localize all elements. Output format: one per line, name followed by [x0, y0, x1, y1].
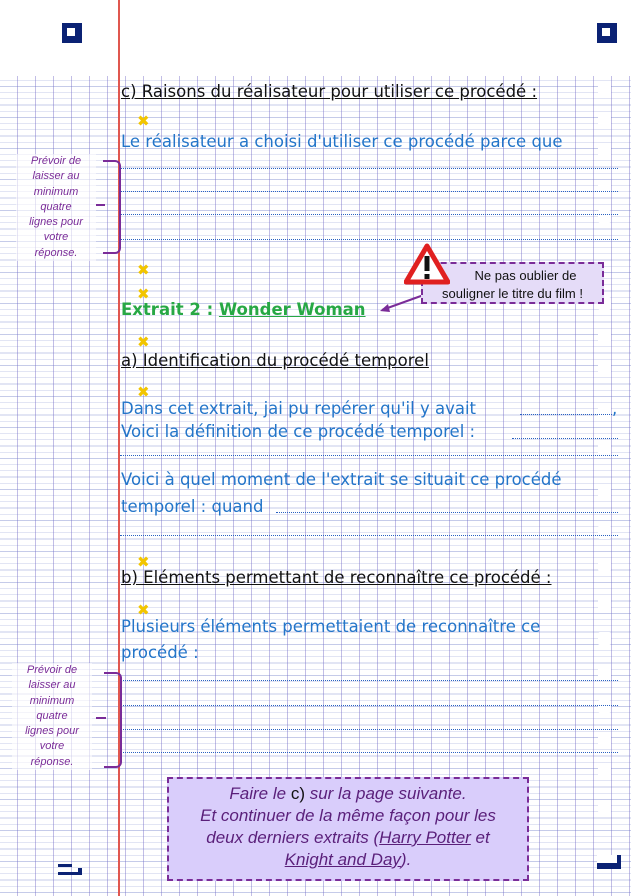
section-a-title: a) Identification du procédé temporel	[121, 351, 429, 370]
section-a-line-4: temporel : quand	[121, 497, 264, 516]
corner-mark-icon	[597, 23, 617, 43]
star-icon: ✖	[137, 333, 150, 351]
star-icon: ✖	[137, 383, 150, 401]
instruction-box	[167, 777, 529, 881]
star-icon: ✖	[137, 112, 150, 130]
answer-dotted-line	[120, 191, 618, 192]
section-b-title: b) Eléments permettant de reconnaître ce procédé :	[121, 568, 552, 587]
answer-dotted-line	[120, 214, 618, 215]
binder-hole	[598, 700, 611, 713]
page-header-band	[0, 0, 631, 76]
comma: ,	[612, 399, 618, 418]
answer-dotted-line	[120, 705, 618, 706]
binder-hole	[598, 114, 611, 127]
blank-dotted	[520, 414, 612, 415]
binder-hole	[598, 800, 611, 813]
section-c-answer: Le réalisateur a choisi d'utiliser ce procédé parce que	[121, 132, 563, 151]
section-a-line-1: Dans cet extrait, jai pu repérer qu'il y avait	[121, 399, 477, 418]
answer-dotted-line	[120, 535, 618, 536]
star-icon: ✖	[137, 285, 150, 303]
binder-hole	[598, 362, 611, 375]
brace-icon	[104, 672, 122, 768]
section-c-title: c) Raisons du réalisateur pour utiliser ce procédé :	[121, 82, 538, 101]
brace-tip	[96, 717, 106, 719]
star-icon: ✖	[137, 553, 150, 571]
margin-note: Prévoir de laisser au minimum quatre lignes pour votre réponse.	[16, 154, 96, 261]
binder-hole	[598, 733, 611, 746]
answer-dotted-line	[120, 455, 618, 456]
binder-hole	[598, 210, 611, 223]
binder-hole	[598, 558, 611, 571]
extract-2-film: Wonder Woman	[218, 300, 366, 319]
brace-tip	[96, 204, 105, 206]
answer-dotted-line	[120, 680, 618, 681]
extract-2-label: Extrait 2 :	[121, 300, 214, 319]
answer-dotted-line	[120, 239, 618, 240]
answer-dotted-line	[120, 752, 618, 753]
brace-icon	[103, 160, 121, 254]
extract-2-title	[121, 300, 366, 319]
binder-hole	[598, 765, 611, 778]
instruction-line-1: Faire le c) sur la page suivante.	[229, 784, 467, 803]
section-a-line-3: Voici à quel moment de l'extrait se situait ce procédé	[121, 470, 562, 489]
binder-hole	[598, 82, 611, 95]
blank-dotted	[512, 438, 618, 439]
instruction-line-3: deux derniers extraits (Harry Potter et	[206, 828, 490, 847]
binder-hole	[598, 526, 611, 539]
page-mark-icon	[58, 862, 84, 878]
margin-note: Prévoir de laisser au minimum quatre lignes pour votre réponse.	[12, 663, 92, 770]
answer-dotted-line	[120, 729, 618, 730]
binder-hole	[598, 488, 611, 501]
star-icon: ✖	[137, 601, 150, 619]
warning-triangle-icon	[404, 243, 450, 285]
binder-hole	[598, 146, 611, 159]
section-b-line-2: procédé :	[121, 643, 199, 662]
instruction-line-2: Et continuer de la même façon pour les	[200, 806, 496, 825]
answer-dotted-line	[120, 168, 618, 169]
section-a-line-2: Voici la définition de ce procédé temporel :	[121, 422, 476, 441]
callout-box: Ne pas oublier de souligner le titre du film !	[421, 262, 604, 304]
corner-mark-icon	[597, 855, 621, 869]
corner-mark-icon	[62, 23, 82, 43]
binder-hole	[598, 666, 611, 679]
blank-dotted	[276, 512, 618, 513]
binder-hole	[598, 405, 611, 418]
binder-hole	[598, 632, 611, 645]
section-b-line-1: Plusieurs éléments permettaient de reconnaître ce	[121, 617, 541, 636]
star-icon: ✖	[137, 261, 150, 279]
binder-hole	[598, 330, 611, 343]
instruction-line-4: Knight and Day).	[284, 850, 412, 869]
binder-hole	[598, 597, 611, 610]
